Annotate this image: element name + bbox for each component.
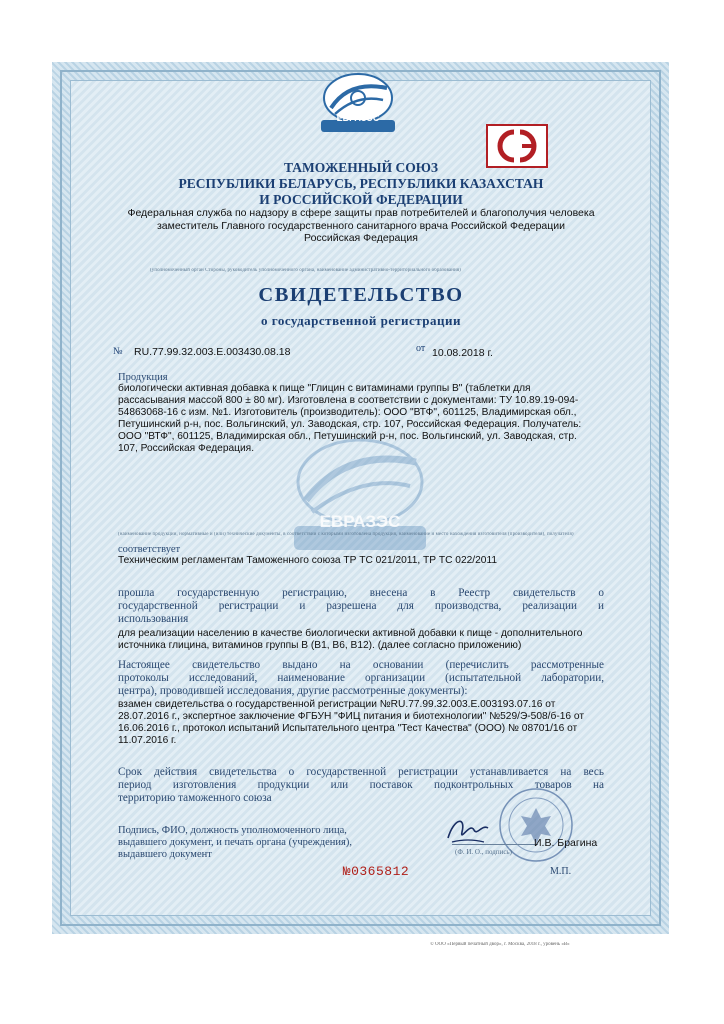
signature-caption [118, 825, 418, 861]
product-line: биологически активная добавка к пище "Глицин с витаминами группы В" (таблетки для [118, 383, 531, 394]
header-line-3: И РОССИЙСКОЙ ФЕДЕРАЦИИ [259, 192, 463, 207]
printer-footer: © ООО «Первый печатный двор», г. Москва, 2018 г., уровень «В» [430, 942, 570, 947]
signature-caption-small: (Ф. И. О., подпись) [455, 848, 512, 856]
header-line-2: РЕСПУБЛИКИ БЕЛАРУСЬ, РЕСПУБЛИКИ КАЗАХСТАН [178, 176, 544, 191]
basis-statement [118, 659, 604, 698]
product-note: (наименование продукции, нормативные и (или) технические документы, в соответствии с которыми изготовлена продукция, наименование и место нахождения изготовителя (производителя), получателя) [118, 532, 574, 537]
stamp-place: М.П. [550, 866, 572, 877]
usage-line: для реализации населению в качестве биологически активной добавки к пище - дополнительного [118, 628, 583, 639]
basis-document-line: 28.07.2016 г., экспертное заключение ФГБУН "ФИЦ питания и биотехнологии" №529/Э-508/б-16 от [118, 711, 584, 722]
registration-date: 10.08.2018 г. [432, 347, 493, 359]
document-subtitle: о государственной регистрации [261, 313, 461, 328]
authority-line: Федеральная служба по надзору в сфере защиты прав потребителей и благополучия человека [127, 207, 595, 219]
issuing-authority [80, 207, 642, 245]
registration-number: RU.77.99.32.003.Е.003430.08.18 [134, 346, 291, 358]
validity-line: период изготовления продукции или поставок подконтрольных товаров на [118, 779, 604, 791]
compliance-text: Техническим регламентам Таможенного союза ТР ТС 021/2011, ТР ТС 022/2011 [118, 555, 498, 566]
basis-line: Настоящее свидетельство выдано на основании (перечислить рассмотренные [118, 659, 604, 671]
watermark-label: ЕВРАЗЭС [319, 512, 401, 531]
product-label: Продукция [118, 372, 168, 383]
signature-caption-line: выдавшего документ [118, 849, 212, 860]
compliance-label: соответствует [118, 544, 181, 555]
basis-line: центра), проводившей исследования, другие рассмотренные документы): [118, 685, 468, 697]
signatory-name: И.В. Брагина [534, 837, 598, 849]
validity-line: Срок действия свидетельства о государственной регистрации устанавливается на весь [118, 766, 604, 778]
authority-note: (уполномоченный орган Стороны, руководитель уполномоченного органа, наименование административно-территориального образования) [150, 268, 461, 273]
statement-line: прошла государственную регистрацию, внесена в Реестр свидетельств о [118, 587, 604, 599]
product-line: Петушинский р-н, пос. Вольгинский, ул. Заводская, стр. 107, Российская Федерация. Получатель: [118, 419, 582, 430]
header-line-1: ТАМОЖЕННЫЙ СОЮЗ [283, 160, 439, 175]
serial-number: №0365812 [342, 864, 410, 879]
usage-line: источника глицина, витаминов группы В (В1, В6, В12). (далее согласно приложению) [118, 640, 522, 651]
eurasec-label: ЕВРАЗЭС [336, 113, 380, 123]
basis-line: протоколы исследований, наименование организации (испытательной лаборатории, [118, 672, 604, 684]
product-description [118, 383, 610, 455]
product-line: ООО "ВТФ", 601125, Владимирская обл., Петушинский р-н, пос. Вольгинский, ул. Заводская, стр. [118, 431, 577, 442]
signature-caption-line: выдавшего документ, и печать органа (учреждения), [118, 837, 352, 848]
statement-line: государственной регистрации и разрешена для производства, реализации и [118, 600, 604, 612]
basis-document-line: 11.07.2016 г. [118, 735, 177, 746]
product-line: 107, Российская Федерация. [118, 443, 255, 454]
eurasec-globe-icon [309, 70, 407, 134]
authority-line: заместитель Главного государственного санитарного врача Российской Федерации [156, 219, 566, 232]
product-line: 54863068-16 с изм. №1. Изготовитель (производитель): ООО "ВТФ", 601125, Владимирская обл., [118, 407, 577, 418]
registration-number-label: № [113, 346, 123, 357]
signature-line [452, 844, 538, 845]
authority-line: Российская Федерация [304, 232, 418, 244]
signature-caption-line: Подпись, ФИО, должность уполномоченного лица, [118, 825, 347, 836]
document-title: СВИДЕТЕЛЬСТВО [258, 284, 464, 306]
eurasec-emblem [309, 70, 407, 134]
basis-document-line: взамен свидетельства о государственной регистрации №RU.77.99.32.003.Е.003193.07.16 от [118, 699, 556, 710]
basis-documents [118, 699, 610, 747]
product-line: рассасывания массой 800 ± 80 мг). Изготовлена в соответствии с документами: ТУ 10.89.19-094- [118, 395, 579, 406]
basis-document-line: 16.06.2016 г., протокол испытаний Испытательного центра "Тест Качества" (ООО) № 08701/16 от [118, 723, 578, 734]
validity-line: территорию таможенного союза [118, 792, 272, 804]
registration-statement [118, 587, 604, 626]
statement-line: использования [118, 613, 189, 625]
usage-description [118, 628, 610, 652]
registration-date-label: от [416, 343, 426, 354]
